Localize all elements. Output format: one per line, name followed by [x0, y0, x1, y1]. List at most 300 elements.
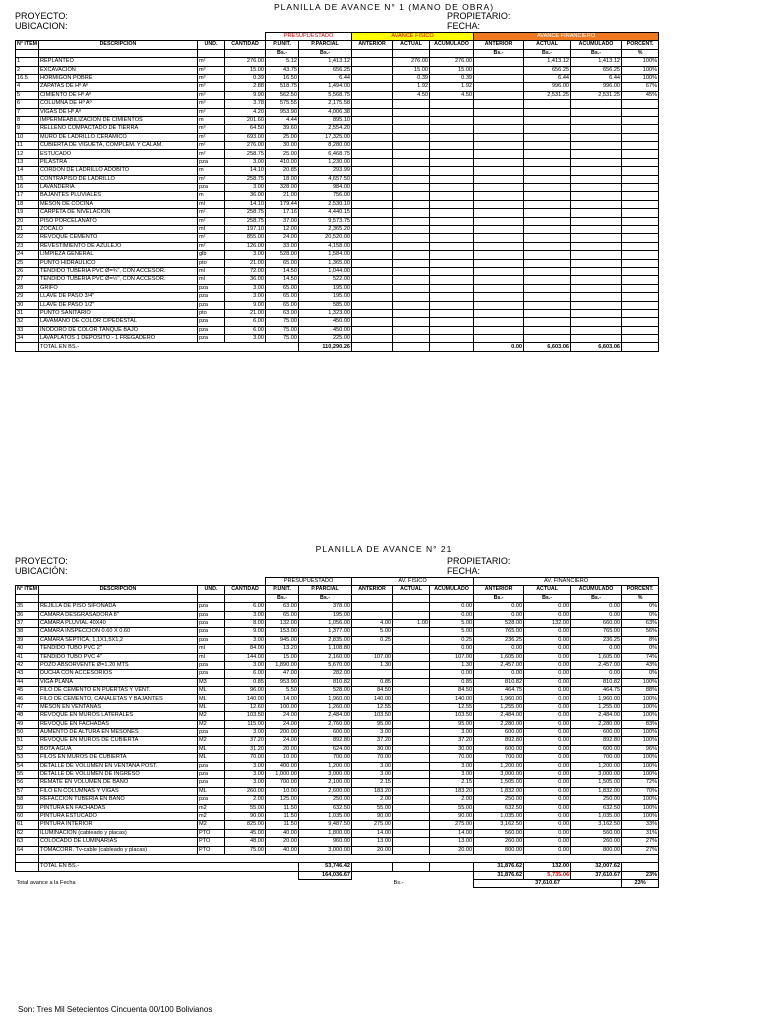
- sheet1-cell: 43.75: [266, 66, 299, 74]
- sheet1-cell: 14.50: [266, 276, 299, 284]
- sheet1-cell: 72.00: [225, 267, 266, 275]
- table-row: [16, 318, 659, 326]
- sheet1-cell: 179.44: [266, 200, 299, 208]
- table-row: [16, 812, 659, 820]
- sheet2-cell: 37: [16, 619, 39, 627]
- sheet2-cell: 810.82: [474, 678, 524, 686]
- sheet1-cell: [474, 335, 524, 343]
- sheet2-cell: 20.00: [266, 745, 299, 753]
- sheet1-cell: 28: [16, 284, 39, 292]
- sheet1-header-9: ANTERIOR: [474, 41, 524, 49]
- sheet1-cell: [524, 301, 571, 309]
- sheet1-cell: 1.92: [393, 83, 430, 91]
- sheet1-cell: 656.25: [299, 66, 352, 74]
- sheet1-cell: [352, 217, 393, 225]
- sheet1-cell: [430, 326, 474, 334]
- sheet1-cell: [352, 150, 393, 158]
- sheet2-header-10: ACTUAL: [524, 586, 571, 594]
- sheet1-cell: [474, 326, 524, 334]
- sheet2-cell: pza: [198, 796, 225, 804]
- sheet2-cell: 132.00: [266, 619, 299, 627]
- sheet2-cell: REVOQUE EN MUROS LATERALES: [39, 712, 198, 720]
- sheet2-cell: 1,260.00: [299, 703, 352, 711]
- table-row: [16, 217, 659, 225]
- sheet1-cell: LIMPIEZA GENERAL: [39, 251, 198, 259]
- sheet2-cell: 59: [16, 804, 39, 812]
- sheet2-cell: 250.00: [299, 796, 352, 804]
- sheet2-cell: 1,960.00: [299, 695, 352, 703]
- sheet2-cell: 2,484.00: [299, 712, 352, 720]
- sheet1-cell: [430, 184, 474, 192]
- sheet2-cell: 260.00: [474, 838, 524, 846]
- sheet1-cell: LAVAPLATOS 1 DEPOSITO - 1 FREGADERO: [39, 335, 198, 343]
- sheet2-table: [15, 577, 659, 888]
- sheet1-cell: 528.00: [266, 251, 299, 259]
- sheet2-cell: 70%: [622, 787, 659, 795]
- sheet1-cell: m²: [198, 142, 225, 150]
- sheet2-cell: 600.00: [571, 729, 622, 737]
- sheet2-cell: 54: [16, 762, 39, 770]
- sheet1-cell: 24.00: [266, 234, 299, 242]
- sheet1-total-actual: 6,603.06: [524, 343, 571, 351]
- sheet1-cell: [524, 293, 571, 301]
- sheet2-cell: 65.00: [266, 611, 299, 619]
- sheet2-cell: 0.00: [524, 628, 571, 636]
- sheet1-cell: INODORO DE COLOR TANQUE BAJO: [39, 326, 198, 334]
- sheet2-cell: 0.00: [524, 611, 571, 619]
- sheet1-cell: 562.50: [266, 91, 299, 99]
- sheet2-cell: 132.00: [524, 619, 571, 627]
- sheet2-cell: ML: [198, 745, 225, 753]
- sheet2-cell: 236.25: [474, 636, 524, 644]
- sheet1-cell: 75.00: [266, 318, 299, 326]
- sheet1-cell: 3.00: [225, 251, 266, 259]
- sheet2-cell: 0.00: [571, 603, 622, 611]
- sheet1-cell: m²: [198, 209, 225, 217]
- sheet2-cell: 0%: [622, 645, 659, 653]
- sheet1-cell: 410.00: [266, 158, 299, 166]
- sheet1-group-presupuestado: PRESUPUESTADO: [266, 33, 352, 41]
- sheet1-cell: [430, 234, 474, 242]
- sheet1-cell: [352, 167, 393, 175]
- sheet2-cell: 183.20: [352, 787, 393, 795]
- sheet2-cell: 96.00: [225, 687, 266, 695]
- sheet1-cell: [393, 175, 430, 183]
- sheet2-cell: 1,505.00: [571, 779, 622, 787]
- sheet1-cell: [393, 100, 430, 108]
- sheet1-cell: [622, 125, 659, 133]
- sheet1-cell: 6.00: [225, 318, 266, 326]
- sheet1-cell: [571, 100, 622, 108]
- sheet1-cell: [524, 267, 571, 275]
- sheet2-cell: 41: [16, 653, 39, 661]
- sheet1-cell: [622, 326, 659, 334]
- sheet1-cell: GRIFO: [39, 284, 198, 292]
- sheet1-cell: 4,657.50: [299, 175, 352, 183]
- sheet2-cell: 84.50: [430, 687, 474, 695]
- sheet1-cell: [622, 267, 659, 275]
- sheet1-cell: m²: [198, 175, 225, 183]
- sheet1-cell: [352, 209, 393, 217]
- sheet2-cell: 3.00: [225, 661, 266, 669]
- sheet1-cell: 33: [16, 326, 39, 334]
- sheet1-cell: 34: [16, 335, 39, 343]
- sheet2-cell: 1,505.00: [474, 779, 524, 787]
- sheet2-cell: 825.00: [225, 821, 266, 829]
- sheet2-cell: 47: [16, 703, 39, 711]
- sheet1-cell: [352, 83, 393, 91]
- sheet2-cell: FILO DE CEMENTO, CANALETAS Y BAJANTES: [39, 695, 198, 703]
- sheet2-cell: 0.00: [524, 796, 571, 804]
- sheet1-cell: [352, 175, 393, 183]
- sheet2-cell: pza: [198, 628, 225, 636]
- sheet1-cell: [352, 326, 393, 334]
- table-row: [16, 745, 659, 753]
- table-row: [16, 259, 659, 267]
- sheet2-cell: 892.80: [474, 737, 524, 745]
- sheet2-cell: 48: [16, 712, 39, 720]
- sheet1-cell: m²: [198, 242, 225, 250]
- sheet2-cell: 140.00: [352, 695, 393, 703]
- sheet1-cell: [352, 125, 393, 133]
- sheet1-cell: [352, 309, 393, 317]
- sheet1-cell: [474, 192, 524, 200]
- sheet1-cell: 9: [16, 125, 39, 133]
- sheet1-cell: [474, 83, 524, 91]
- sheet1-unit-8: [430, 49, 474, 57]
- sheet2-cell: 2,760.00: [299, 720, 352, 728]
- table-row: [16, 829, 659, 837]
- sheet1-cell: 29: [16, 293, 39, 301]
- sheet2-cell: 0.00: [524, 603, 571, 611]
- sheet1-cell: 1,323.00: [299, 309, 352, 317]
- sheet2-header-5: P.PARCIAL: [299, 586, 352, 594]
- sheet1-cell: 9.00: [225, 301, 266, 309]
- sheet1-cell: [352, 234, 393, 242]
- sheet2-grand-pct: 23%: [622, 871, 659, 879]
- sheet1-cell: [524, 100, 571, 108]
- sheet1-cell: [524, 108, 571, 116]
- sheet2-cell: 42: [16, 661, 39, 669]
- sheet1-cell: [393, 335, 430, 343]
- sheet1-cell: [393, 326, 430, 334]
- table-row: [16, 267, 659, 275]
- sheet1-cell: [571, 209, 622, 217]
- sheet2-cell: 55.00: [225, 804, 266, 812]
- sheet1-total-label: TOTAL EN BS.-: [39, 343, 299, 351]
- sheet1-cell: [430, 108, 474, 116]
- sheet2-unit-6: [352, 594, 393, 602]
- table-row: [16, 225, 659, 233]
- sheet1-cell: 4,006.38: [299, 108, 352, 116]
- sheet2-cell: [393, 796, 430, 804]
- sheet1-cell: [352, 301, 393, 309]
- sheet2-cell: 3.00: [225, 779, 266, 787]
- sheet1-cell: [393, 309, 430, 317]
- sheet2-cell: pza: [198, 762, 225, 770]
- table-row: [16, 234, 659, 242]
- sheet2-cell: 528.00: [474, 619, 524, 627]
- sheet2-cell: 2.15: [352, 779, 393, 787]
- sheet2-header-0: N° ITEM: [17, 586, 38, 593]
- sheet2-cell: DUCHA CON ACCESORIOS: [39, 670, 198, 678]
- sheet1-total-acumulado: 6,603.06: [571, 343, 622, 351]
- sheet2-cell: 1,035.00: [299, 812, 352, 820]
- sheet2-cell: ML: [198, 695, 225, 703]
- sheet1-cell: 693.00: [225, 133, 266, 141]
- sheet1-cell: 14: [16, 167, 39, 175]
- sheet1-cell: 225.00: [299, 335, 352, 343]
- sheet1-cell: 36.00: [225, 192, 266, 200]
- sheet2-cell: VIGA PLANA: [39, 678, 198, 686]
- sheet1-cell: m²: [198, 133, 225, 141]
- sheet1-cell: [430, 175, 474, 183]
- sheet2-cell: 275.00: [352, 821, 393, 829]
- sheet1-cell: [524, 217, 571, 225]
- sheet1-cell: [352, 200, 393, 208]
- sheet2-cell: [393, 846, 430, 854]
- table-row: [16, 326, 659, 334]
- sheet2-cell: 3,162.50: [474, 821, 524, 829]
- sheet1-cell: [352, 251, 393, 259]
- sheet1-header-3: CANTIDAD: [225, 41, 266, 49]
- sheet1-cell: 3.00: [225, 335, 266, 343]
- sheet1-cell: [430, 142, 474, 150]
- sheet1-cell: 65.00: [266, 284, 299, 292]
- sheet1-cell: 23: [16, 242, 39, 250]
- sheet2-cell: [393, 821, 430, 829]
- sheet2-cell: m2: [198, 804, 225, 812]
- sheet1-cell: 18: [16, 200, 39, 208]
- sheet2-cell: 960.00: [299, 838, 352, 846]
- sheet2-cell: TOMACORR. Tv-cable (cableado y placas): [39, 846, 198, 854]
- sheet1-cell: [474, 158, 524, 166]
- sheet2-cell: PINTURA EN FACHADAS: [39, 804, 198, 812]
- sheet1-cell: 5: [16, 91, 39, 99]
- sheet1-cell: [393, 184, 430, 192]
- sheet1-cell: [622, 284, 659, 292]
- sheet1-cell: [474, 91, 524, 99]
- sheet1-cell: [524, 158, 571, 166]
- sheet1-cell: PUNTO HIDRAULICO: [39, 259, 198, 267]
- sheet2-cell: 70.00: [225, 754, 266, 762]
- sheet1-cell: [474, 225, 524, 233]
- table-row: [16, 83, 659, 91]
- sheet2-cell: pza: [198, 729, 225, 737]
- sheet2-cell: CAMARA SEPTICA, 1,1X1,5X1,2: [39, 636, 198, 644]
- sheet2-cell: 1,000.00: [266, 770, 299, 778]
- sheet1-cell: 21: [16, 225, 39, 233]
- sheet1-cell: m³: [198, 66, 225, 74]
- sheet2-cell: 632.50: [299, 804, 352, 812]
- sheet1-cell: m³: [198, 125, 225, 133]
- sheet1-cell: [430, 309, 474, 317]
- sheet1-cell: [622, 142, 659, 150]
- sheet1-cell: pza: [198, 184, 225, 192]
- sheet2-cell: 100%: [622, 678, 659, 686]
- sheet1-cell: 45%: [622, 91, 659, 99]
- sheet1-cell: 195.00: [299, 284, 352, 292]
- sheet1-cell: [622, 309, 659, 317]
- sheet1-cell: pto: [198, 259, 225, 267]
- sheet2-ubicacion-label: UBICACIÓN:: [15, 566, 68, 576]
- sheet1-cell: 6.44: [571, 74, 622, 82]
- sheet1-cell: 276.00: [430, 58, 474, 66]
- sheet1-cell: 21.00: [225, 309, 266, 317]
- sheet2-cell: 0.00: [524, 762, 571, 770]
- sheet1-cell: [571, 133, 622, 141]
- sheet2-proyecto-label: PROYECTO:: [15, 556, 68, 566]
- sheet1-cell: 953.90: [266, 108, 299, 116]
- sheet1-cell: [393, 234, 430, 242]
- sheet2-cell: 953.90: [266, 678, 299, 686]
- sheet1-cell: 4.50: [430, 91, 474, 99]
- sheet2-cell: 1,377.00: [299, 628, 352, 636]
- sheet1-cell: [352, 192, 393, 200]
- sheet2-cell: 1,800.00: [299, 829, 352, 837]
- sheet2-cell: 1.00: [393, 619, 430, 627]
- table-row: [16, 100, 659, 108]
- sheet1-cell: [474, 58, 524, 66]
- sheet1-cell: [430, 318, 474, 326]
- sheet1-cell: glb: [198, 251, 225, 259]
- sheet2-cell: 464.75: [474, 687, 524, 695]
- sheet2-cell: 600.00: [474, 745, 524, 753]
- sheet2-cell: REJILLA DE PISO SIFONADA: [39, 603, 198, 611]
- sheet1-cell: [430, 259, 474, 267]
- sheet1-cell: MESON DE COCINA: [39, 200, 198, 208]
- sheet1-cell: [474, 125, 524, 133]
- sheet2-cell: 57: [16, 787, 39, 795]
- sheet1-cell: [622, 175, 659, 183]
- sheet1-cell: 4.44: [266, 116, 299, 124]
- sheet2-cell: 800.00: [474, 846, 524, 854]
- sheet2-cell: 0.00: [524, 821, 571, 829]
- sheet2-cell: 0.00: [571, 611, 622, 619]
- sheet2-cell: [393, 838, 430, 846]
- sheet1-cell: 201.60: [225, 116, 266, 124]
- sheet2-cell: 20.00: [266, 838, 299, 846]
- sheet1-unit-3: [225, 49, 266, 57]
- sheet1-cell: 4: [16, 83, 39, 91]
- sheet2-cell: [393, 636, 430, 644]
- table-row: [16, 175, 659, 183]
- sheet2-cell: 2,280.00: [474, 720, 524, 728]
- sheet1-cell: [474, 209, 524, 217]
- sheet1-cell: 15.00: [393, 66, 430, 74]
- sheet1-cell: 14.10: [225, 200, 266, 208]
- sheet2-cell: MESON EN VENTANAS: [39, 703, 198, 711]
- sheet1-cell: [430, 293, 474, 301]
- sheet2-cell: PINTURA INTERIOR: [39, 821, 198, 829]
- sheet2-cell: [393, 687, 430, 695]
- sheet2-cell: 74%: [622, 653, 659, 661]
- sheet1-cell: pza: [198, 301, 225, 309]
- sheet2-cell: 100%: [622, 754, 659, 762]
- sheet2-cell: 15.00: [266, 653, 299, 661]
- sheet1-cell: [430, 301, 474, 309]
- sheet1-cell: [474, 150, 524, 158]
- sheet2-cell: 2,457.00: [571, 661, 622, 669]
- sheet2-cell: 600.00: [571, 745, 622, 753]
- table-row: [16, 301, 659, 309]
- sheet2-cell: FILO DE CEMENTO EN PUERTAS Y VENT.: [39, 687, 198, 695]
- table-row: [16, 846, 659, 854]
- table-row: [16, 645, 659, 653]
- sheet2-cell: 1.30: [352, 661, 393, 669]
- sheet2-unit-8: [430, 594, 474, 602]
- sheet2-cell: 9,487.50: [299, 821, 352, 829]
- sheet1-cell: [352, 58, 393, 66]
- sheet1-cell: [352, 142, 393, 150]
- table-row: [16, 821, 659, 829]
- sheet2-cell: 37.20: [430, 737, 474, 745]
- sheet2-cell: 0.00: [524, 729, 571, 737]
- sheet2-cell: 282.00: [299, 670, 352, 678]
- sheet2-cell: 700.00: [299, 754, 352, 762]
- sheet1-cell: [571, 217, 622, 225]
- sheet1-cell: [393, 267, 430, 275]
- sheet1-cell: 3.78: [225, 100, 266, 108]
- table-row: [16, 74, 659, 82]
- sheet1-cell: LAVANDERIA: [39, 184, 198, 192]
- sheet1-cell: 17: [16, 192, 39, 200]
- sheet2-cell: 1,832.00: [474, 787, 524, 795]
- sheet1-cell: [430, 116, 474, 124]
- sheet2-cell: 72%: [622, 779, 659, 787]
- sheet1-total-parcial: 110,290.26: [299, 343, 352, 351]
- sheet2-cell: 3.00: [430, 729, 474, 737]
- sheet2-cell: [393, 661, 430, 669]
- sheet1-cell: REPLANTEO: [39, 58, 198, 66]
- sheet2-cell: [393, 737, 430, 745]
- sheet2-cell: 2.00: [352, 796, 393, 804]
- sheet1-cell: m³: [198, 91, 225, 99]
- sheet2-grand-actual: 5,735.06: [524, 871, 571, 879]
- sheet1-cell: [430, 150, 474, 158]
- sheet2-cell: 765.00: [474, 628, 524, 636]
- sheet2-cell: [352, 670, 393, 678]
- sheet2-cell: 100%: [622, 812, 659, 820]
- sheet1-cell: PISO PORCELANATO: [39, 217, 198, 225]
- sheet1-cell: ml: [198, 200, 225, 208]
- sheet2-cell: 70.00: [352, 754, 393, 762]
- table-row: [16, 91, 659, 99]
- sheet1-cell: [524, 251, 571, 259]
- sheet1-cell: pza: [198, 158, 225, 166]
- sheet2-cell: 2.00: [430, 796, 474, 804]
- sheet1-cell: ml: [198, 267, 225, 275]
- sheet1-cell: 20.85: [266, 167, 299, 175]
- sheet1-cell: 6.44: [524, 74, 571, 82]
- sheet2-cell: 3.00: [352, 729, 393, 737]
- sheet1-cell: pza: [198, 326, 225, 334]
- sheet1-cell: [622, 158, 659, 166]
- sheet1-cell: 26: [16, 267, 39, 275]
- sheet1-cell: IMPERMEABILIZACION DE CIMIENTOS: [39, 116, 198, 124]
- sheet2-cell: [393, 745, 430, 753]
- sheet1-cell: 1: [16, 58, 39, 66]
- sheet1-cell: [622, 234, 659, 242]
- sheet1-cell: m³: [198, 108, 225, 116]
- sheet2-cell: 1,056.00: [299, 619, 352, 627]
- sheet2-cell: 2,484.00: [474, 712, 524, 720]
- sheet1-cell: [622, 100, 659, 108]
- sheet1-header-11: ACUMULADO: [571, 41, 622, 49]
- sheet1-cell: [430, 242, 474, 250]
- sheet1-cell: [430, 125, 474, 133]
- sheet1-cell: LLAVE DE PASO 3/4": [39, 293, 198, 301]
